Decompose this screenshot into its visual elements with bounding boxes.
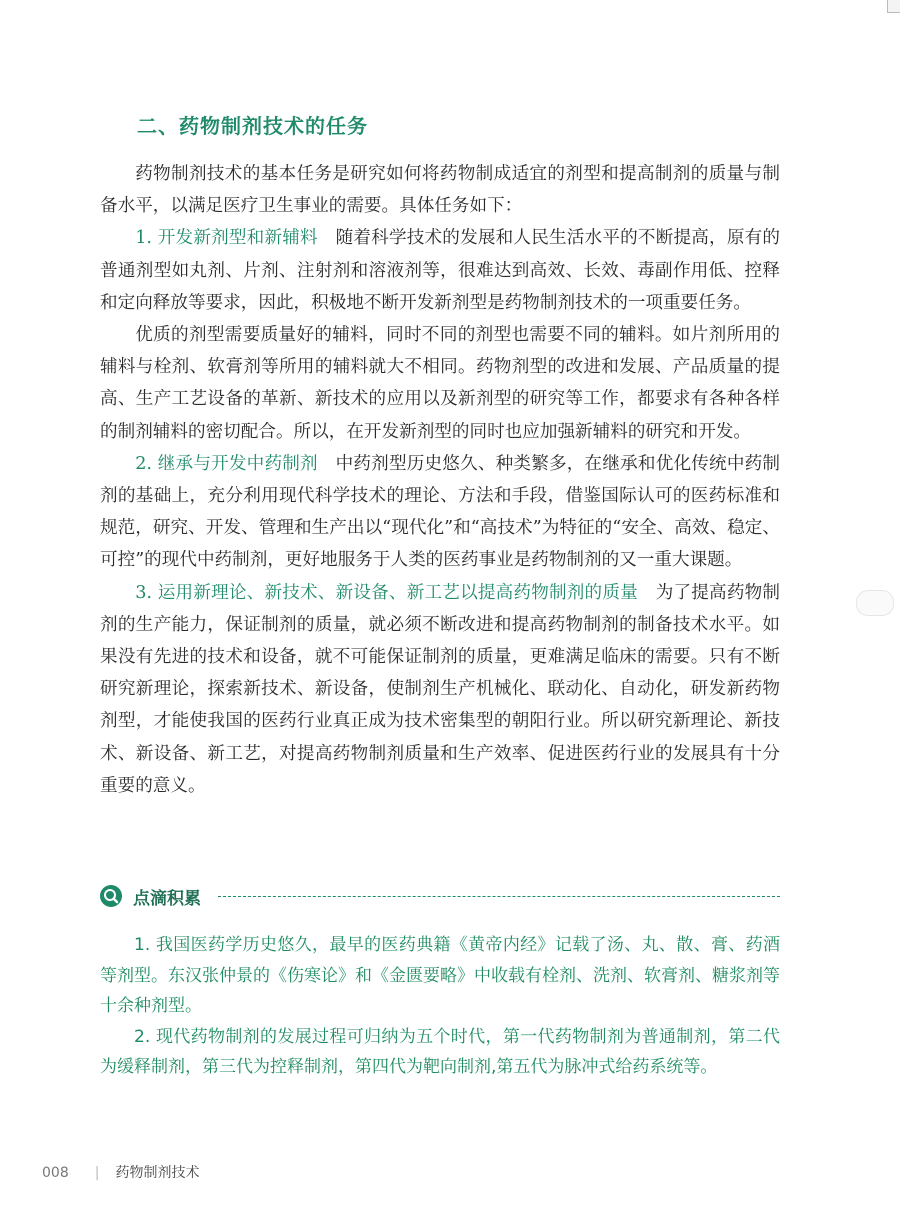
dashed-divider (218, 896, 780, 897)
body-text (100, 158, 780, 802)
task-1-paragraph-continued: 优质的剂型需要质量好的辅料，同时不同的剂型也需要不同的辅料。如片剂所用的辅料与栓剂、软膏剂等所用的辅料就大不相同。药物剂型的改进和发展、产品质量的提高、生产工艺设备的革新、新技术的应用以及新剂型的研究等工作，都要求有各种各样的制剂辅料的密切配合。所以，在开发新剂型的同时也应加强新辅料的研究和开发。 (100, 325, 780, 442)
task-3-paragraph (100, 577, 780, 802)
task-2-text: 中药剂型历史悠久、种类繁多，在继承和优化传统中药制剂的基础上，充分利用现代科学技术的理论、方法和手段，借鉴国际认可的医药标准和规范，研究、开发、管理和生产出以“现代化”和“高技术”为特征的“安全、高效、稳定、可控”的现代中药制剂，更好地服务于人类的医药事业是药物制剂的又一重大课题。 (100, 453, 780, 571)
side-tab-mark (856, 590, 894, 616)
page-number: 008 (42, 1165, 69, 1181)
tips-content (100, 930, 780, 1083)
section-title: 二、药物制剂技术的任务 (137, 114, 368, 138)
task-1-paragraph (100, 222, 780, 319)
task-1-text: 随着科学技术的发展和人民生活水平的不断提高，原有的普通剂型如丸剂、片剂、注射剂和溶液剂等，很难达到高效、长效、毒副作用低、控释和定向释放等要求，因此，积极地不断开发新剂型是药物制剂技术的一项重要任务。 (100, 228, 780, 313)
book-title: 药物制剂技术 (115, 1165, 200, 1181)
tips-title: 点滴积累 (133, 889, 201, 909)
task-1-heading: 1. 开发新剂型和新辅料 (135, 228, 318, 249)
intro-paragraph: 药物制剂技术的基本任务是研究如何将药物制成适宜的剂型和提高制剂的质量与制备水平，以满足医疗卫生事业的需要。具体任务如下： (100, 164, 780, 217)
magnifier-icon (100, 885, 122, 907)
corner-mark (887, 0, 900, 13)
task-2-heading: 2. 继承与开发中药制剂 (135, 453, 318, 474)
footer-separator: | (94, 1165, 100, 1181)
task-2-paragraph (100, 448, 780, 577)
page-footer (42, 1162, 199, 1182)
tips-header (100, 882, 780, 912)
task-3-text: 为了提高药物制剂的生产能力，保证制剂的质量，就必须不断改进和提高药物制剂的制备技术水平。如果没有先进的技术和设备，就不可能保证制剂的质量，更难满足临床的需要。只有不断研究新理论，探索新技术、新设备，使制剂生产机械化、联动化、自动化，研发新药物剂型，才能使我国的医药行业真正成为技术密集型的朝阳行业。所以研究新理论、新技术、新设备、新工艺，对提高药物制剂质量和生产效率、促进医药行业的发展具有十分重要的意义。 (100, 582, 780, 796)
task-3-heading: 3. 运用新理论、新技术、新设备、新工艺以提高药物制剂的质量 (135, 582, 638, 603)
tip-item-2: 2. 现代药物制剂的发展过程可归纳为五个时代，第一代药物制剂为普通制剂，第二代为缓释制剂，第三代为控释制剂，第四代为靶向制剂,第五代为脉冲式给药系统等。 (100, 1026, 780, 1077)
tip-item-1: 1. 我国医药学历史悠久，最早的医药典籍《黄帝内经》记载了汤、丸、散、膏、药酒等剂型。东汉张仲景的《伤寒论》和《金匮要略》中收载有栓剂、洗剂、软膏剂、糖浆剂等十余种剂型。 (100, 935, 780, 1016)
